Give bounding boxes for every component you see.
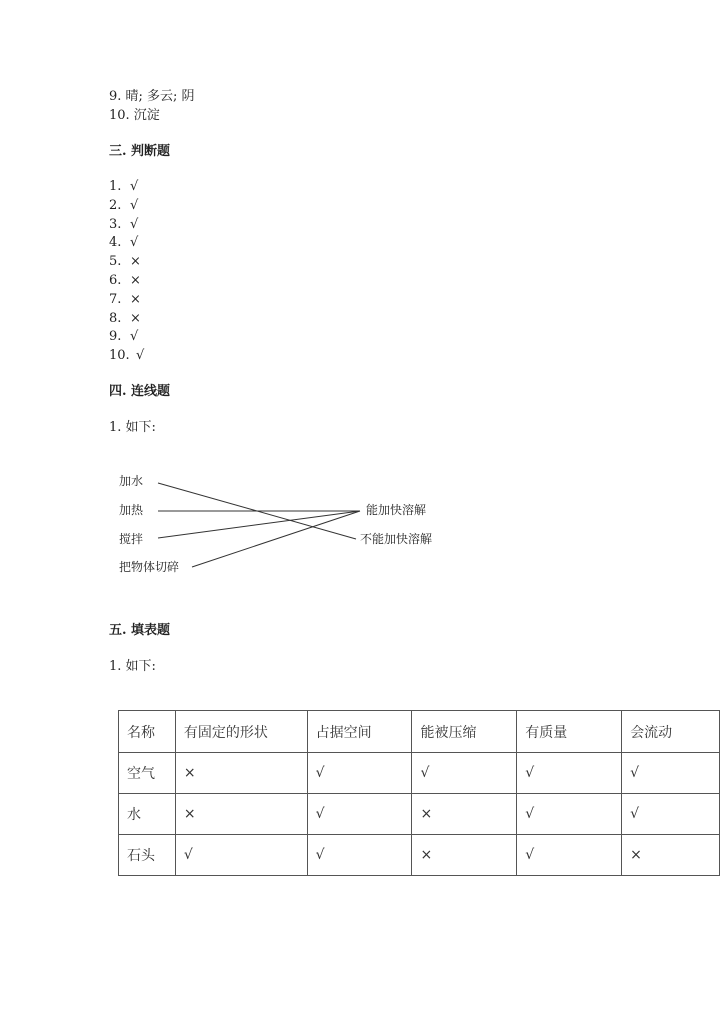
table-row — [119, 835, 720, 876]
table-cell: √ — [307, 835, 412, 876]
match-line-stir — [158, 511, 360, 538]
judge-number: 1. — [109, 179, 122, 194]
table-cell: × — [175, 794, 307, 835]
judge-answer — [109, 310, 141, 328]
match-left-item: 搅拌 — [119, 532, 144, 546]
match-line-cut — [192, 511, 360, 567]
table-cell: × — [622, 835, 720, 876]
judge-number: 5. — [109, 254, 122, 269]
judge-answer — [109, 253, 141, 271]
judge-number: 6. — [109, 273, 122, 288]
table-header-cell: 有质量 — [517, 711, 622, 753]
match-left-item: 加水 — [119, 474, 144, 488]
table-row — [119, 753, 720, 794]
table-cell: × — [175, 753, 307, 794]
judge-mark: √ — [130, 217, 139, 232]
table-header-cell: 名称 — [119, 711, 176, 753]
judge-number: 8. — [109, 311, 122, 326]
table-header-row — [119, 711, 720, 753]
judge-answer — [109, 347, 144, 365]
fill-answer-9: 9. 晴; 多云; 阴 — [109, 89, 195, 104]
judge-mark: √ — [130, 329, 139, 344]
properties-table — [118, 710, 720, 876]
table-cell: √ — [307, 794, 412, 835]
judge-answer — [109, 216, 138, 234]
match-right-item: 能加快溶解 — [366, 503, 427, 517]
section-title-match: 四. 连线题 — [109, 384, 171, 399]
judge-mark: √ — [130, 235, 139, 250]
judge-number: 7. — [109, 292, 122, 307]
table-cell: × — [412, 794, 517, 835]
table-cell: √ — [175, 835, 307, 876]
table-cell: √ — [307, 753, 412, 794]
judge-number: 4. — [109, 235, 122, 250]
judge-answer — [109, 178, 138, 196]
match-left-item: 把物体切碎 — [119, 560, 180, 574]
table-cell-name: 石头 — [119, 835, 176, 876]
table-header-cell: 占据空间 — [307, 711, 412, 753]
table-cell: √ — [517, 835, 622, 876]
table-header-cell: 会流动 — [622, 711, 720, 753]
table-cell: √ — [622, 753, 720, 794]
judge-number: 9. — [109, 329, 122, 344]
fill-answer-10: 10. 沉淀 — [109, 108, 160, 123]
section-title-judge: 三. 判断题 — [109, 144, 171, 159]
table-header-cell: 有固定的形状 — [175, 711, 307, 753]
judge-mark: × — [130, 254, 141, 269]
judge-answer — [109, 197, 138, 215]
match-intro: 1. 如下: — [109, 420, 156, 435]
table-header-cell: 能被压缩 — [412, 711, 517, 753]
table-cell: √ — [412, 753, 517, 794]
judge-answer — [109, 291, 141, 309]
table-cell-name: 水 — [119, 794, 176, 835]
judge-mark: √ — [130, 179, 139, 194]
judge-number: 10. — [109, 348, 130, 363]
table-cell: × — [412, 835, 517, 876]
table-intro: 1. 如下: — [109, 659, 156, 674]
judge-number: 3. — [109, 217, 122, 232]
table-row — [119, 794, 720, 835]
table-cell: √ — [517, 794, 622, 835]
match-right-item: 不能加快溶解 — [360, 532, 433, 546]
table-cell: √ — [517, 753, 622, 794]
judge-mark: √ — [136, 348, 145, 363]
judge-mark: × — [130, 273, 141, 288]
judge-mark: × — [130, 292, 141, 307]
section-title-table: 五. 填表题 — [109, 623, 171, 638]
judge-answer — [109, 328, 138, 346]
judge-mark: × — [130, 311, 141, 326]
judge-answer — [109, 272, 141, 290]
match-left-item: 加热 — [119, 503, 144, 517]
table-cell-name: 空气 — [119, 753, 176, 794]
judge-number: 2. — [109, 198, 122, 213]
match-line-water — [158, 483, 356, 539]
table-cell: √ — [622, 794, 720, 835]
judge-answer — [109, 234, 138, 252]
judge-mark: √ — [130, 198, 139, 213]
